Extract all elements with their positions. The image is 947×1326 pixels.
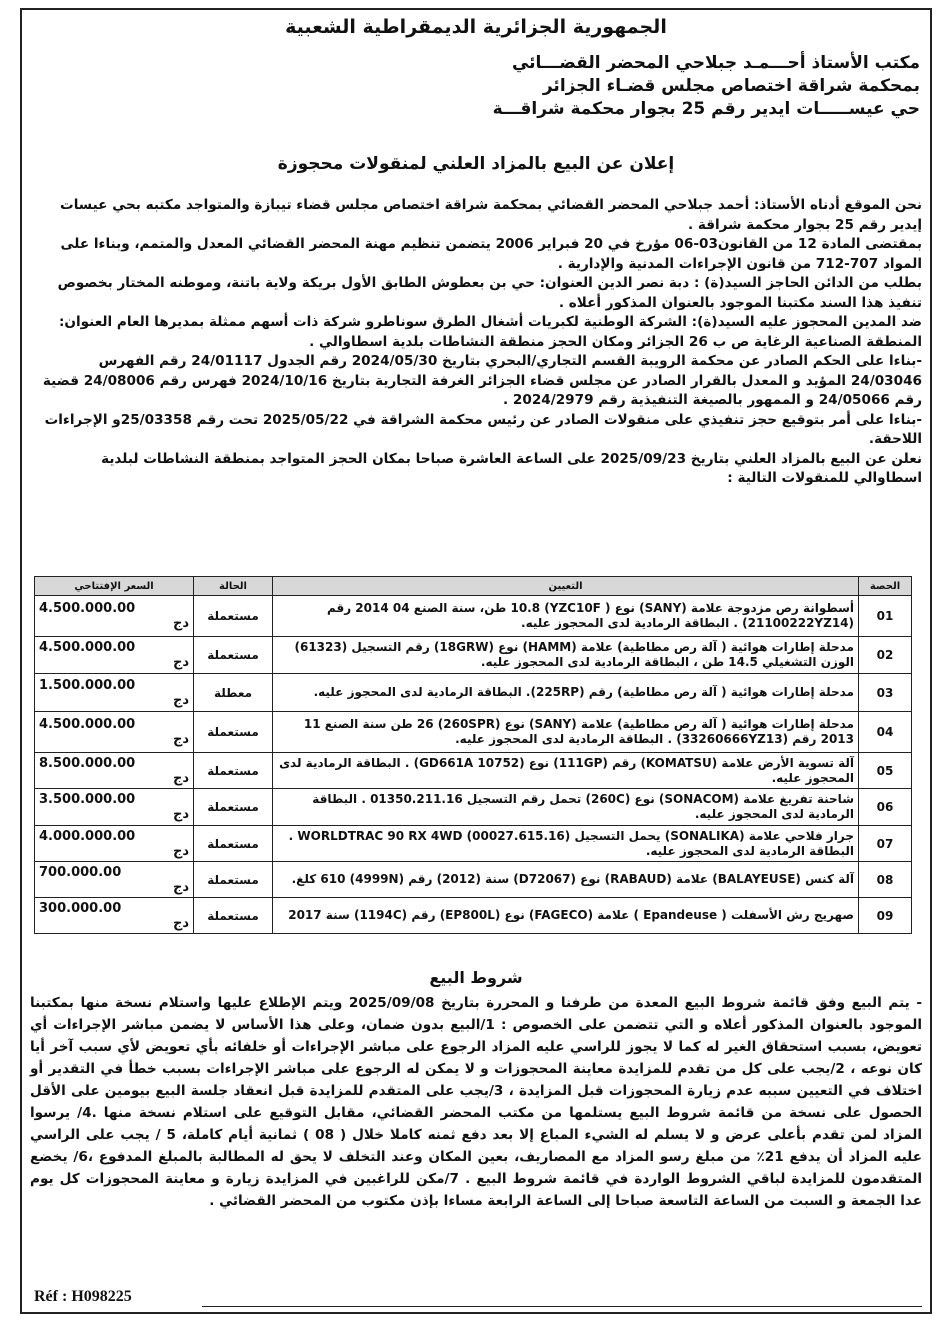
header-condition: الحالة <box>194 577 273 596</box>
lot-number: 01 <box>859 596 912 637</box>
country-header: الجمهورية الجزائرية الديمقراطية الشعبية <box>285 16 667 38</box>
table-row <box>35 596 912 637</box>
price-currency: دج <box>172 692 189 708</box>
conditions-text: - يتم البيع وفق قائمة شروط البيع المعدة من طرفنا و المحررة بتاريخ 2025/09/08 ويتم الإطلاع عليها واستلام نسخة منها بمكتبنا الموجود بالعنوان المذكور أعلاه و التي تتضمن على الخصوص : 1/البيع بدون ضمان، وعلى هذا الأساس لا يضمن مباشر الإجراءات أي تعويض، بسبب استحقاق الغير له كما لا يجوز للراسي عليه المزاد الرجوع على مباشر الإجراءات أو خلفائه بأي تعويض لأي سبب آخر أيا كان نوعه ، 2/يجب على كل من تقدم للمزايدة معاينة المحجوزات و لا يمكن له الرجوع على مباشر الإجراءات بسبب خطأ في التقدير أو اختلاف في التعيين سببه عدم زيارة المحجوزات قبل المزايدة ، 3/يجب على المتقدم للمزايدة قبل انعقاد جلسة البيع بيومين على الأقل الحصول على نسخة من قائمة شروط البيع يستلمها من مكتب المحضر القضائي، مقابل التوقيع على استلام نسخة منها .4/ يرسوا المزاد لمن تقدم بأعلى عرض و لا يسلم له الشيء المباع إلا بعد دفع ثمنه كاملا خلال ( 08 ) ثمانية أيام كاملة، 5 / يجب على الراسي عليه المزاد أن يدفع 21٪ من مبلغ رسو المزاد مع المصاريف، بعين المكان وعند التخلف لا يحق له المطالبة بالمبلغ المدفوع ،6/ يخضع المتقدمون للمزايدة لباقي الشروط الواردة في قائمة شروط البيع . 7/مكن للراغبين في المزايدة زيارة و معاينة المحجوزات كل يوم عدا الجمعة و السبت من الساعة التاسعة صباحا إلى الساعة الرابعة مساءا بإذن مكتوب من المحضر القضائي . <box>30 995 923 1209</box>
table-row <box>35 674 912 712</box>
item-condition: مستعملة <box>194 712 273 753</box>
lot-number: 09 <box>859 898 912 934</box>
table-row <box>35 898 912 934</box>
price-currency: دج <box>172 616 189 631</box>
paragraph: بطلب من الدائن الحاجز السيد(ة) : دبة نصر الدين العنوان: حي بن بعطوش الطابق الأول بريكة ولاية باتنة، وموطنه المختار بخصوص تنفيذ هذا السند مكتبنا الموجود بالعنوان المذكور أعلاه . <box>57 275 922 311</box>
lot-number: 08 <box>859 862 912 898</box>
header-lot: الحصة <box>859 577 912 596</box>
bailiff-office-block <box>400 52 920 121</box>
item-description: آلة كنس (BALAYEUSE) علامة (RABAUD) نوع (D72067) سنة (2012) رقم (4999N) 610 كلغ. <box>273 862 859 898</box>
lot-number: 03 <box>859 674 912 712</box>
item-price <box>35 789 194 826</box>
paragraph: ضد المدين المحجوز عليه السيد(ة): الشركة الوطنية لكبريات أشغال الطرق سوناطرو شركة ذات أسهم ممثلة بمديرها العام العنوان: المنطقة الصناعية الرغاية ص ب 26 الجزائر ومكان الحجز منطقة النشاطات بلدية اسطاوالي . <box>58 314 922 350</box>
notice-title: إعلان عن البيع بالمزاد العلني لمنقولات محجوزة <box>277 154 675 174</box>
table-row <box>35 826 912 862</box>
table-row <box>35 753 912 789</box>
price-value: 700.000.00 <box>39 864 122 880</box>
reference-rule <box>202 1306 922 1307</box>
price-value: 4.500.000.00 <box>39 601 136 616</box>
item-price <box>35 674 194 712</box>
table-row <box>35 862 912 898</box>
notice-page <box>20 8 932 1314</box>
price-currency: دج <box>172 915 189 931</box>
item-price <box>35 596 194 637</box>
table-header-row <box>35 577 912 596</box>
item-condition: مستعملة <box>194 596 273 637</box>
price-value: 4.000.000.00 <box>39 828 136 844</box>
item-description: صهريج رش الأسفلت ( Epandeuse ) علامة (FAGECO) نوع (EP800L) رقم (1194C) سنة 2017 <box>273 898 859 934</box>
lot-number: 06 <box>859 789 912 826</box>
item-condition: مستعملة <box>194 789 273 826</box>
item-description: جرار فلاحي علامة (SONALIKA) يحمل التسجيل (00027.615.16) WORLDTRAC 90 RX 4WD . البطاقة الرمادية لدى المحجوز عليه. <box>273 826 859 862</box>
item-condition: مستعملة <box>194 898 273 934</box>
notice-body <box>30 196 922 489</box>
office-line: مكتب الأستاذ أحـــمـد جبلاحي المحضر القضـــائي <box>511 53 920 73</box>
item-description: آلة تسوية الأرض علامة (KOMATSU) رقم (111GP) نوع (10752 GD661A) . البطاقة الرمادية لدى المحجوز عليه. <box>273 753 859 789</box>
office-line: حي عيســـــات ايدير رقم 25 بجوار محكمة شراقـــة <box>492 99 920 119</box>
price-currency: دج <box>172 732 189 747</box>
table-row <box>35 637 912 674</box>
price-currency: دج <box>172 879 189 895</box>
price-value: 4.500.000.00 <box>39 640 136 655</box>
office-line: بمحكمة شراقة اختصاص مجلس قضـاء الجزائر <box>542 76 920 96</box>
item-condition: معطلة <box>194 674 273 712</box>
price-currency: دج <box>172 807 189 822</box>
item-description: شاحنة تفريغ علامة (SONACOM) نوع (260C) تحمل رقم التسجيل 01350.211.16 . البطاقة الرمادية لدى المحجوز عليه. <box>273 789 859 826</box>
price-currency: دج <box>172 655 189 670</box>
item-price <box>35 862 194 898</box>
paragraph: -بناءا على أمر بتوقيع حجز تنفيذي على منقولات الصادر عن رئيس محكمة الشراقة في 2025/05/22 تحت رقم 25/03358و الإجراءات اللاحقة. <box>44 411 922 447</box>
item-price <box>35 826 194 862</box>
price-value: 8.500.000.00 <box>39 755 136 771</box>
price-currency: دج <box>172 843 189 859</box>
table-row <box>35 789 912 826</box>
item-price <box>35 898 194 934</box>
paragraph: بمقتضى المادة 12 من القانون03-06 مؤرخ في 20 فبراير 2006 يتضمن تنظيم مهنة المحضر القضائي المعدل والمتمم، وبناءا على المواد 707-712 من قانون الإجراءات المدنية والإدارية . <box>60 236 922 272</box>
items-table <box>34 576 912 934</box>
paragraph: -بناءا على الحكم الصادر عن محكمة الرويبة القسم التجاري/البحري بتاريخ 2024/05/30 رقم الجدول 24/01117 رقم الفهرس 24/03046 المؤيد و المعدل بالقرار الصادر عن مجلس قضاء الجزائر الغرفة التجارية بتاريخ 2024/10/16 فهرس رقم 24/08006 قضية رقم 24/05066 و الممهور بالصيغة التنفيذية رقم 2024/2979 . <box>42 353 922 408</box>
price-value: 4.500.000.00 <box>39 717 136 732</box>
item-price <box>35 637 194 674</box>
header-price: السعر الإفتتاحي <box>35 577 194 596</box>
price-value: 300.000.00 <box>39 900 122 916</box>
lot-number: 04 <box>859 712 912 753</box>
item-condition: مستعملة <box>194 637 273 674</box>
item-description: مدحلة إطارات هوائية ( آلة رص مطاطية) علامة (SANY) نوع (260SPR) 26 طن سنة الصنع 11 2013 رقم (33260666YZ13) . البطاقة الرمادية لدى المحجوز عليه. <box>273 712 859 753</box>
item-condition: مستعملة <box>194 826 273 862</box>
item-description: مدحلة إطارات هوائية ( آلة رص مطاطية) رقم (225RP). البطاقة الرمادية لدى المحجوز عليه. <box>273 674 859 712</box>
conditions-title: شروط البيع <box>429 968 523 987</box>
item-description: مدحلة إطارات هوائية ( آلة رص مطاطية) علامة (HAMM) نوع (18GRW) رقم التسجيل (61323) الوزن التشغيلي 14.5 طن ، البطاقة الرمادية لدى المحجوز عليه. <box>273 637 859 674</box>
paragraph: نعلن عن البيع بالمزاد العلني بتاريخ 2025/09/23 على الساعة العاشرة صباحا بمكان الحجز المتواجد بمنطقة النشاطات لبلدية اسطاوالي للمنقولات التالية : <box>101 450 922 486</box>
header-description: التعيين <box>273 577 859 596</box>
item-condition: مستعملة <box>194 753 273 789</box>
paragraph: نحن الموقع أدناه الأستاذ: أحمد جبلاحي المحضر القضائي بمحكمة شراقة اختصاص مجلس قضاء تيبازة والمتواجد مكتبه بحي عيسات إيدير رقم 25 بجوار محكمة شراقة . <box>60 197 922 233</box>
lot-number: 07 <box>859 826 912 862</box>
lot-number: 05 <box>859 753 912 789</box>
price-value: 3.500.000.00 <box>39 792 136 807</box>
item-condition: مستعملة <box>194 862 273 898</box>
table-row <box>35 712 912 753</box>
item-description: أسطوانة رص مزدوجة علامة (SANY) نوع ( YZC10F) 10.8 طن، سنة الصنع 04 2014 رقم (21100222YZ14) . البطاقة الرمادية لدى المحجوز عليه. <box>273 596 859 637</box>
reference-number: Réf : H098225 <box>34 1288 132 1305</box>
price-currency: دج <box>172 770 189 786</box>
item-price <box>35 712 194 753</box>
price-value: 1.500.000.00 <box>39 677 136 693</box>
lot-number: 02 <box>859 637 912 674</box>
item-price <box>35 753 194 789</box>
